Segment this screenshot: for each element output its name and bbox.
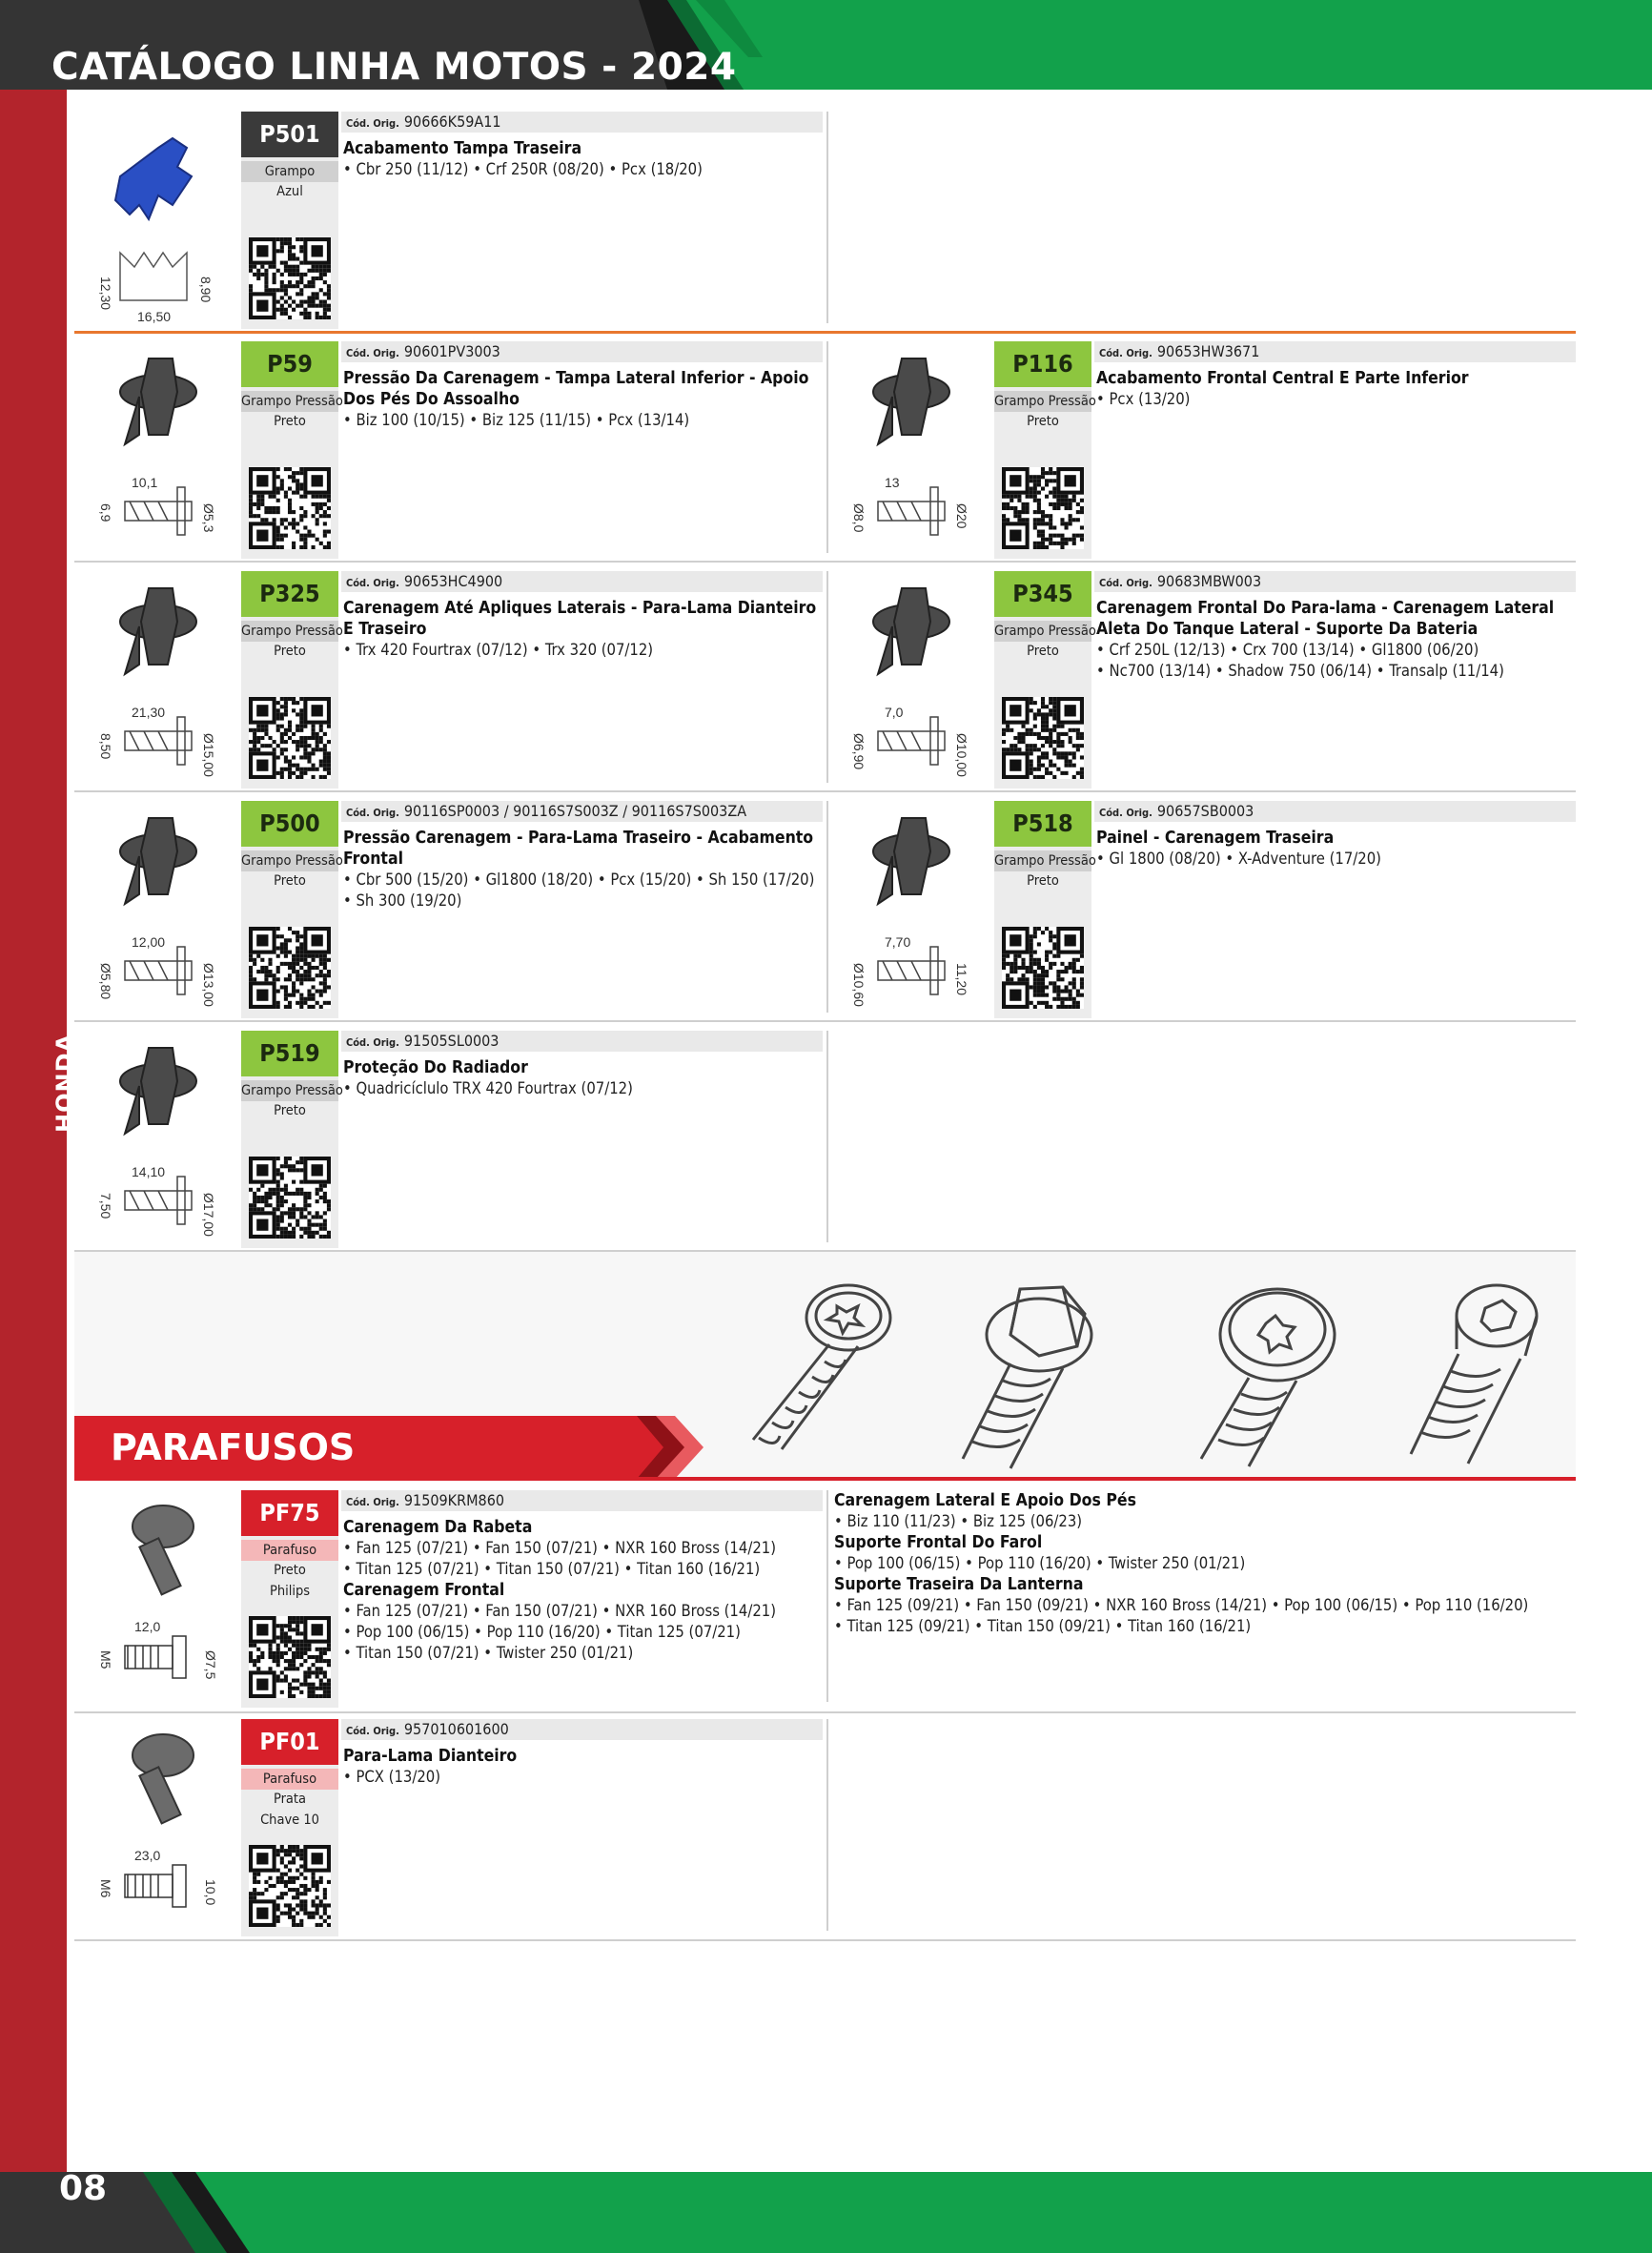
- product-image: [835, 339, 988, 559]
- dimension-label: Ø10,00: [954, 733, 969, 777]
- dimension-label: 7,50: [98, 1193, 113, 1219]
- application-models: • Pop 100 (06/15) • Pop 110 (16/20) • Twister 250 (01/21): [834, 1554, 1246, 1572]
- product-spec-box: [241, 1076, 343, 1248]
- product-spec-box: [241, 1536, 338, 1708]
- product-type: Grampo Pressão: [241, 391, 338, 412]
- product-image: [82, 1488, 235, 1708]
- product-color: Prata: [273, 1792, 307, 1807]
- application-models: • Fan 125 (09/21) • Fan 150 (09/21) • NXR 160 Bross (14/21) • Pop 100 (06/15) • Pop 110 (16/20): [834, 1596, 1529, 1614]
- product-spec-box: [994, 617, 1096, 789]
- product-card-p116: [827, 339, 1576, 559]
- row-divider: [74, 1939, 1576, 1941]
- product-spec-box: [994, 847, 1096, 1018]
- dimension-label: 12,30: [98, 277, 113, 311]
- original-code-label: Cód. Orig.: [346, 117, 399, 130]
- original-code-bar: [341, 801, 823, 822]
- application-title: Carenagem Frontal Do Para-lama - Carenagem Lateral Aleta Do Tanque Lateral - Suporte Da Bateria: [1096, 599, 1555, 639]
- application-models: • PCX (13/20): [343, 1768, 441, 1786]
- product-description: [343, 138, 820, 180]
- product-description: [343, 828, 820, 911]
- original-code: 90601PV3003: [403, 342, 500, 360]
- product-type: Grampo Pressão: [994, 850, 1091, 871]
- application-models: • Titan 125 (07/21) • Titan 150 (07/21) • Titan 160 (16/21): [343, 1560, 761, 1578]
- original-code-label: Cód. Orig.: [346, 1725, 399, 1737]
- dimension-label: 12,00: [132, 934, 166, 950]
- original-code-bar: [341, 1490, 823, 1511]
- qr-code-icon[interactable]: [1002, 927, 1084, 1009]
- dimension-label: 13: [885, 475, 900, 490]
- product-description: [1096, 828, 1573, 870]
- product-card-p325: [74, 569, 823, 789]
- application-models: • Titan 125 (09/21) • Titan 150 (09/21) • Titan 160 (16/21): [834, 1617, 1252, 1635]
- application-title: Pressão Da Carenagem - Tampa Lateral Inferior - Apoio Dos Pés Do Assoalho: [343, 369, 809, 409]
- application-title: Acabamento Frontal Central E Parte Inferior: [1096, 369, 1469, 388]
- footer-background: [0, 2172, 1652, 2253]
- hex-screw-icon: [944, 1278, 1106, 1473]
- dimension-label: Ø7,5: [203, 1650, 218, 1680]
- original-code-label: Cód. Orig.: [346, 577, 399, 589]
- tapping-screw-icon: [724, 1278, 915, 1468]
- qr-code-icon[interactable]: [249, 697, 331, 779]
- column-divider: [826, 1719, 828, 1931]
- header-divider: [74, 331, 1576, 334]
- qr-code-icon[interactable]: [249, 1845, 331, 1927]
- application-models: • Cbr 500 (15/20) • Gl1800 (18/20) • Pcx (15/20) • Sh 150 (17/20): [343, 870, 815, 889]
- original-code: 90116SP0003 / 90116S7S003Z / 90116S7S003ZA: [403, 802, 747, 820]
- dimension-label: Ø5,3: [201, 503, 216, 533]
- product-spec-box: [241, 387, 343, 559]
- application-models: • Gl 1800 (08/20) • X-Adventure (17/20): [1096, 850, 1381, 868]
- product-image: [835, 569, 988, 789]
- product-color: Preto: [1027, 873, 1059, 889]
- original-code-label: Cód. Orig.: [1099, 577, 1152, 589]
- product-card-p59: [74, 339, 823, 559]
- application-title: Carenagem Até Apliques Laterais - Para-Lama Dianteiro E Traseiro: [343, 599, 817, 639]
- original-code-bar: [341, 112, 823, 133]
- dimension-label: Ø17,00: [201, 1193, 216, 1237]
- page-header: [0, 0, 1652, 90]
- qr-code-icon[interactable]: [249, 1157, 331, 1239]
- product-card-pf75: [74, 1488, 823, 1708]
- product-type: Grampo Pressão: [994, 391, 1091, 412]
- column-divider: [826, 1490, 828, 1702]
- product-code: PF01: [241, 1719, 338, 1765]
- product-spec-box: [994, 387, 1096, 559]
- product-spec-box: [241, 1765, 338, 1936]
- product-code: PF75: [241, 1490, 338, 1536]
- application-models: • Fan 125 (07/21) • Fan 150 (07/21) • NXR 160 Bross (14/21): [343, 1602, 776, 1620]
- product-color: Preto: [274, 644, 306, 659]
- application-title: Suporte Frontal Do Farol: [834, 1533, 1043, 1552]
- product-code: P518: [994, 801, 1091, 847]
- pf75-applications-continued: [834, 1490, 1578, 1637]
- original-code-bar: [341, 341, 823, 362]
- application-title: Proteção Do Radiador: [343, 1058, 528, 1077]
- brand-side-label: HONDA: [51, 1033, 78, 1133]
- original-code-bar: [1094, 341, 1576, 362]
- application-title: Suporte Traseira Da Lanterna: [834, 1575, 1084, 1594]
- page-number: 08: [59, 2169, 108, 2208]
- product-image: [82, 339, 235, 559]
- dimension-label: Ø20: [954, 503, 969, 529]
- product-description: [343, 598, 820, 661]
- row-divider: [74, 1020, 1576, 1022]
- product-image: [82, 110, 235, 329]
- application-models: • Fan 125 (07/21) • Fan 150 (07/21) • NXR 160 Bross (14/21): [343, 1539, 776, 1557]
- product-code: P345: [994, 571, 1091, 617]
- catalog-title: CATÁLOGO LINHA MOTOS - 2024: [51, 46, 737, 89]
- product-code: P500: [241, 801, 338, 847]
- dimension-label: M6: [98, 1879, 113, 1898]
- application-title: Acabamento Tampa Traseira: [343, 139, 582, 158]
- original-code: 90653HC4900: [403, 572, 503, 590]
- product-card-p501: [74, 110, 823, 329]
- product-type: Grampo Pressão: [241, 850, 338, 871]
- original-code-label: Cód. Orig.: [346, 1496, 399, 1508]
- product-image: [82, 1029, 235, 1248]
- product-code: P501: [241, 112, 338, 157]
- original-code-bar: [1094, 801, 1576, 822]
- product-extra: Chave 10: [260, 1813, 319, 1828]
- allen-screw-icon: [1382, 1278, 1563, 1468]
- original-code-label: Cód. Orig.: [346, 807, 399, 819]
- product-card-p518: [827, 799, 1576, 1018]
- qr-code-icon[interactable]: [249, 1616, 331, 1698]
- product-code: P325: [241, 571, 338, 617]
- product-color: Preto: [274, 873, 306, 889]
- original-code-bar: [341, 1031, 823, 1052]
- original-code-bar: [1094, 571, 1576, 592]
- original-code-label: Cód. Orig.: [1099, 347, 1152, 359]
- application-models: • Pop 100 (06/15) • Pop 110 (16/20) • Titan 125 (07/21): [343, 1623, 741, 1641]
- product-code: P59: [241, 341, 338, 387]
- dimension-label: Ø15,00: [201, 733, 216, 777]
- torx-flange-screw-icon: [1163, 1278, 1354, 1468]
- dimension-label: 10,0: [203, 1879, 218, 1906]
- row-divider: [74, 790, 1576, 792]
- dimension-label: 7,0: [885, 705, 904, 720]
- product-image: [82, 1717, 235, 1936]
- product-type: Grampo Pressão: [241, 1080, 338, 1101]
- original-code-bar: [341, 571, 823, 592]
- dimension-label: 14,10: [132, 1164, 166, 1179]
- dimension-label: 21,30: [132, 705, 166, 720]
- original-code-label: Cód. Orig.: [346, 1036, 399, 1049]
- product-color: Preto: [1027, 414, 1059, 429]
- column-divider: [826, 112, 828, 323]
- dimension-label: 23,0: [134, 1848, 161, 1863]
- product-extra: Philips: [269, 1584, 311, 1599]
- application-title: Para-Lama Dianteiro: [343, 1747, 518, 1766]
- application-title: Carenagem Frontal: [343, 1581, 505, 1600]
- application-models: • Sh 300 (19/20): [343, 891, 462, 910]
- dimension-label: 8,90: [198, 277, 214, 303]
- product-image: [82, 799, 235, 1018]
- application-models: • Crf 250L (12/13) • Crx 700 (13/14) • Gl1800 (06/20): [1096, 641, 1479, 659]
- section-title: PARAFUSOS: [111, 1426, 356, 1468]
- product-type: Parafuso: [241, 1540, 338, 1561]
- application-title: Carenagem Lateral E Apoio Dos Pés: [834, 1491, 1136, 1510]
- dimension-label: M5: [98, 1650, 113, 1669]
- product-image: [82, 569, 235, 789]
- product-description: [1096, 598, 1573, 682]
- application-title: Painel - Carenagem Traseira: [1096, 829, 1335, 848]
- product-spec-box: [241, 157, 338, 329]
- page-footer: [0, 2172, 1652, 2253]
- product-color: Preto: [274, 1103, 306, 1118]
- product-code: P116: [994, 341, 1091, 387]
- original-code: 90666K59A11: [403, 113, 501, 131]
- application-models: • Biz 100 (10/15) • Biz 125 (11/15) • Pcx (13/14): [343, 411, 690, 429]
- original-code: 91509KRM860: [403, 1491, 504, 1509]
- dimension-label: 6,9: [98, 503, 113, 522]
- product-description: [343, 1057, 820, 1099]
- original-code-label: Cód. Orig.: [1099, 807, 1152, 819]
- product-card-p345: [827, 569, 1576, 789]
- product-color: Preto: [274, 414, 306, 429]
- product-type: Grampo Pressão: [994, 621, 1091, 642]
- product-description: [1096, 368, 1573, 410]
- dimension-label: 10,1: [132, 475, 158, 490]
- product-card-pf01: [74, 1717, 823, 1936]
- product-type: Parafuso: [241, 1769, 338, 1790]
- application-models: • Trx 420 Fourtrax (07/12) • Trx 320 (07/12): [343, 641, 654, 659]
- application-models: • Nc700 (13/14) • Shadow 750 (06/14) • Transalp (11/14): [1096, 662, 1504, 680]
- product-color: Preto: [1027, 644, 1059, 659]
- qr-code-icon[interactable]: [1002, 697, 1084, 779]
- dimension-label: Ø6,90: [851, 733, 867, 770]
- dimension-label: 12,0: [134, 1619, 161, 1634]
- product-color: Azul: [276, 184, 303, 199]
- application-title: Carenagem Da Rabeta: [343, 1518, 533, 1537]
- product-spec-box: [241, 617, 343, 789]
- dimension-label: Ø13,00: [201, 963, 216, 1007]
- product-spec-box: [241, 847, 343, 1018]
- application-models: • Biz 110 (11/23) • Biz 125 (06/23): [834, 1512, 1083, 1530]
- product-description: [343, 1746, 820, 1788]
- dimension-label: Ø10,60: [851, 963, 867, 1007]
- dimension-label: 8,50: [98, 733, 113, 760]
- original-code: 90653HW3671: [1156, 342, 1260, 360]
- application-title: Pressão Carenagem - Para-Lama Traseiro - Acabamento Frontal: [343, 829, 814, 869]
- dimension-label: 7,70: [885, 934, 911, 950]
- dimension-label: 16,50: [137, 309, 172, 324]
- qr-code-icon[interactable]: [249, 467, 331, 549]
- product-image: [835, 799, 988, 1018]
- product-card-p500: [74, 799, 823, 1018]
- product-type: Grampo Pressão: [241, 621, 338, 642]
- original-code-label: Cód. Orig.: [346, 347, 399, 359]
- product-type: Grampo: [241, 161, 338, 182]
- original-code: 90683MBW003: [1156, 572, 1262, 590]
- dimension-label: 11,20: [954, 963, 969, 995]
- section-divider: [74, 1477, 1576, 1481]
- column-divider: [826, 1031, 828, 1242]
- application-models: • Quadricíclulo TRX 420 Fourtrax (07/12): [343, 1079, 633, 1097]
- original-code: 957010601600: [403, 1720, 509, 1738]
- dimension-label: Ø5,80: [98, 963, 113, 1000]
- application-models: • Titan 150 (07/21) • Twister 250 (01/21): [343, 1644, 634, 1662]
- original-code: 91505SL0003: [403, 1032, 500, 1050]
- application-models: • Pcx (13/20): [1096, 390, 1191, 408]
- row-divider: [74, 561, 1576, 563]
- qr-code-icon[interactable]: [1002, 467, 1084, 549]
- original-code: 90657SB0003: [1156, 802, 1254, 820]
- product-card-p519: [74, 1029, 823, 1248]
- product-color: Preto: [274, 1563, 306, 1578]
- application-models: • Cbr 250 (11/12) • Crf 250R (08/20) • Pcx (18/20): [343, 160, 703, 178]
- product-description: [343, 1517, 820, 1664]
- qr-code-icon[interactable]: [249, 237, 331, 319]
- dimension-label: Ø8,0: [851, 503, 867, 533]
- product-code: P519: [241, 1031, 338, 1076]
- qr-code-icon[interactable]: [249, 927, 331, 1009]
- row-divider: [74, 1711, 1576, 1713]
- product-description: [343, 368, 820, 431]
- original-code-bar: [341, 1719, 823, 1740]
